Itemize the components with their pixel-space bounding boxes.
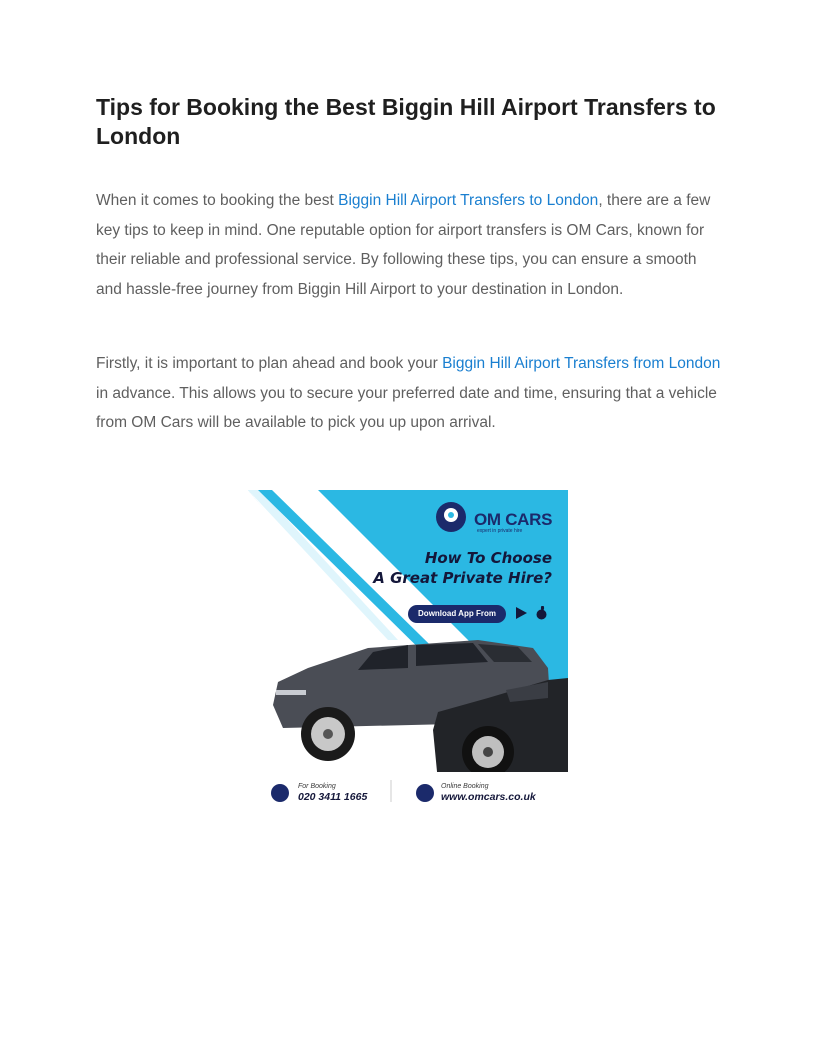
navigation-icon	[416, 784, 434, 802]
banner-headline-line2: A Great Private Hire?	[373, 569, 552, 587]
website-address: www.omcars.co.uk	[441, 791, 536, 803]
banner-headline-line1: How To Choose	[424, 549, 552, 567]
intro-paragraph	[96, 186, 722, 304]
airport-transfers-from-london-link[interactable]: Biggin Hill Airport Transfers from London	[442, 355, 721, 372]
phone-number: 020 3411 1665	[298, 791, 368, 803]
play-store-icon	[515, 606, 528, 620]
om-cars-banner-image	[248, 490, 568, 810]
online-booking-label: Online Booking	[441, 783, 489, 790]
phone-icon	[271, 784, 289, 802]
om-cars-logo-icon	[436, 502, 466, 532]
download-app-button: Download App From	[408, 605, 506, 623]
apple-store-icon	[535, 606, 548, 620]
phone-label: For Booking	[298, 783, 336, 790]
airport-transfers-to-london-link[interactable]: Biggin Hill Airport Transfers to London	[338, 192, 599, 209]
planning-paragraph	[96, 349, 722, 438]
brand-tagline: expert in private hire	[477, 528, 523, 534]
banner-artwork	[248, 490, 568, 810]
intro-text-end: , there are a few key tips to keep in mind. One reputable option for airport transfers is OM Cars, known for their reliable and professional service. By following these tips, you can ensure a smooth and hassle-free journey from Biggin Hill Airport to your destination in London.	[96, 192, 711, 298]
intro-text-start: When it comes to booking the best	[96, 192, 339, 209]
article-title: Tips for Booking the Best Biggin Hill Airport Transfers to London	[96, 94, 716, 149]
planning-text-end: in advance. This allows you to secure your preferred date and time, ensuring that a vehicle from OM Cars will be available to pick you up upon arrival.	[96, 384, 717, 431]
brand-name: OM CARS	[474, 510, 553, 529]
planning-text-start: Firstly, it is important to plan ahead and book your	[96, 355, 443, 372]
